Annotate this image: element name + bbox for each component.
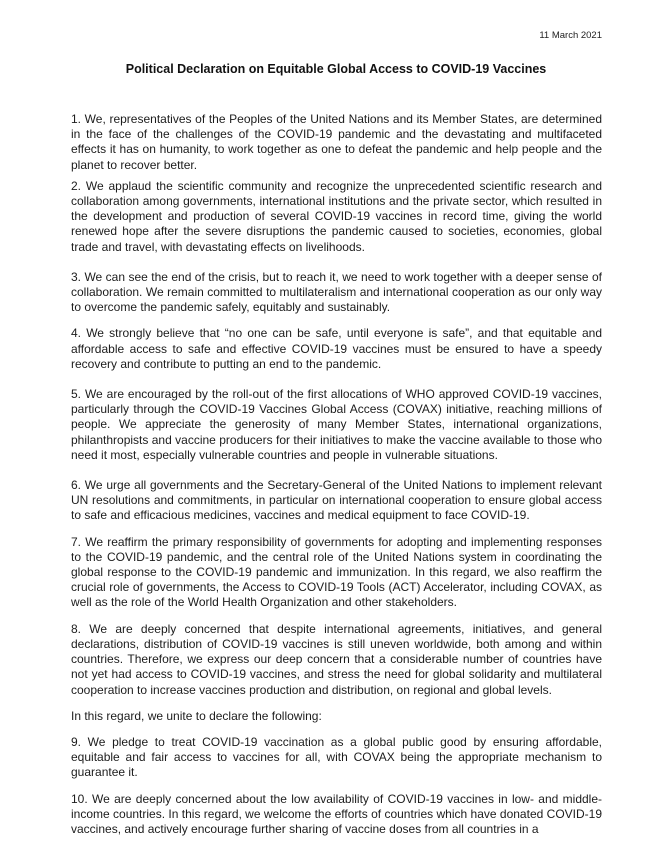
document-body	[71, 112, 602, 837]
paragraph-7: 7. We reaffirm the primary responsibility of governments for adopting and implementing responses to the COVID-19 pandemic, and the central role of the United Nations system in coordinating the global response to the COVID-19 pandemic and immunization. In this regard, we also reaffirm the crucial role of governments, the Access to COVID-19 Tools (ACT) Accelerator, including COVAX, as well as the role of the World Health Organization and other stakeholders.	[71, 534, 602, 610]
paragraph-4: 4. We strongly believe that “no one can be safe, until everyone is safe”, and that equitable and affordable access to safe and effective COVID-19 vaccines must be ensured to have a speedy recovery and contribute to putting an end to the pandemic.	[71, 326, 602, 371]
paragraph-9: 9. We pledge to treat COVID-19 vaccination as a global public good by ensuring affordable, equitable and fair access to vaccines for all, with COVAX being the appropriate mechanism to guarantee it.	[71, 734, 602, 780]
paragraph-3: 3. We can see the end of the crisis, but to reach it, we need to work together with a deeper sense of collaboration. We remain committed to multilateralism and international cooperation as our only way to overcome the pandemic safely, equitably and sustainably.	[71, 269, 602, 315]
document-date: 11 March 2021	[539, 30, 602, 41]
paragraph-2: 2. We applaud the scientific community and recognize the unprecedented scientific research and collaboration among governments, international institutions and the private sector, which resulted in the development and production of several COVID-19 vaccines in record time, giving the world renewed hope after the severe disruptions the pandemic caused to societies, economies, global trade and travel, with devastating effects on livelihoods.	[71, 178, 602, 254]
paragraph-1: 1. We, representatives of the Peoples of the United Nations and its Member States, are determined in the face of the challenges of the COVID-19 pandemic and the devastating and multifaceted effects it has on humanity, to work together as one to defeat the pandemic and help people and the planet to recover better.	[71, 112, 602, 172]
paragraph-6: 6. We urge all governments and the Secretary-General of the United Nations to implement relevant UN resolutions and commitments, in particular on international cooperation to ensure global access to safe and efficacious medicines, vaccines and medical equipment to face COVID-19.	[71, 478, 602, 523]
paragraph-intro-declare: In this regard, we unite to declare the following:	[71, 708, 322, 723]
document-title: Political Declaration on Equitable Global Access to COVID-19 Vaccines	[125, 62, 547, 76]
paragraph-5: 5. We are encouraged by the roll-out of the first allocations of WHO approved COVID-19 vaccines, particularly through the COVID-19 Vaccines Global Access (COVAX) initiative, reaching millions of people. We appreciate the generosity of many Member States, international organizations, philanthropists and vaccine producers for their initiatives to make the vaccine available to those who need it most, especially vulnerable countries and people in vulnerable situations.	[71, 387, 602, 462]
paragraph-10: 10. We are deeply concerned about the low availability of COVID-19 vaccines in low- and middle-income countries. In this regard, we welcome the efforts of countries which have donated COVID-19 vaccines, and actively encourage further sharing of vaccine doses from all countries in a	[71, 791, 602, 836]
paragraph-8: 8. We are deeply concerned that despite international agreements, initiatives, and general declarations, distribution of COVID-19 vaccines is still uneven worldwide, both among and within countries. Therefore, we express our deep concern that a considerable number of countries have not yet had access to COVID-19 vaccines, and stress the need for global solidarity and multilateral cooperation to increase vaccines production and distribution, on regional and global levels.	[71, 621, 602, 697]
